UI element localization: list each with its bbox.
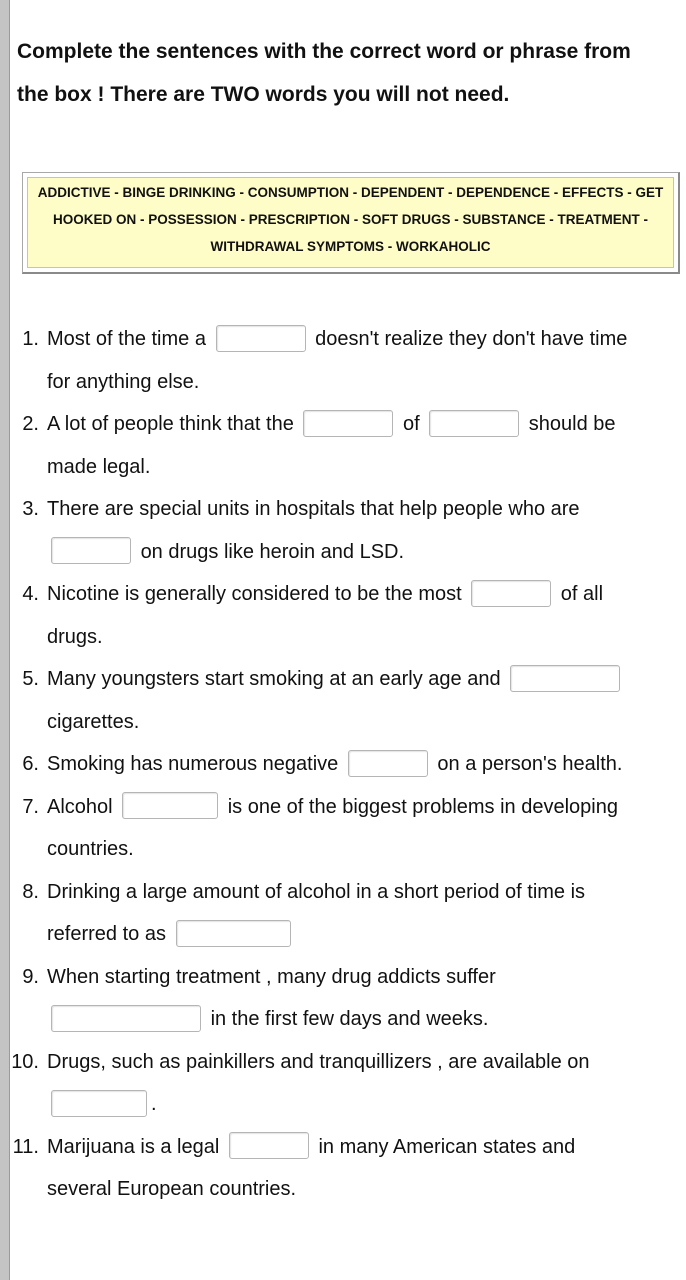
question-number: 9. [22, 965, 39, 988]
question-text: Drugs, such as painkillers and tranquillizers , are available on [47, 1050, 590, 1073]
word-box-line-3: WITHDRAWAL SYMPTOMS - WORKAHOLIC [210, 239, 491, 254]
question-text: on a person's health. [437, 753, 623, 775]
question-text: Many youngsters start smoking at an early age and [47, 668, 501, 690]
instructions-line-2: the box ! There are TWO words you will not need. [17, 83, 510, 106]
question-text: on drugs like heroin and LSD. [140, 540, 405, 563]
word-box-list [27, 177, 674, 268]
instructions-line-1: Complete the sentences with the correct word or phrase from [17, 40, 631, 63]
answer-input-2a[interactable] [303, 410, 393, 437]
answer-input-3[interactable] [51, 537, 131, 564]
answer-input-5[interactable] [510, 665, 620, 692]
question-text: drugs. [47, 625, 103, 648]
question-text: of all [560, 583, 604, 605]
question-number: 8. [22, 880, 39, 903]
word-box [22, 172, 680, 274]
question-3 [9, 488, 669, 573]
question-text: doesn't realize they don't have time [315, 328, 628, 350]
question-text: Drinking a large amount of alcohol in a short period of time is [47, 880, 586, 903]
question-text: referred to as [47, 923, 166, 945]
answer-input-7[interactable] [122, 792, 218, 819]
answer-input-1[interactable] [216, 325, 306, 352]
instructions [17, 30, 677, 116]
question-11 [9, 1126, 669, 1211]
question-text: Marijuana is a legal [47, 1135, 220, 1158]
question-10 [9, 1041, 669, 1126]
question-text: for anything else. [47, 370, 200, 393]
question-number: 10. [11, 1050, 39, 1073]
answer-input-8[interactable] [176, 920, 291, 947]
question-1 [9, 318, 669, 403]
answer-input-2b[interactable] [429, 410, 519, 437]
question-number: 6. [22, 753, 39, 775]
answer-input-10[interactable] [51, 1090, 147, 1117]
question-text: A lot of people think that the [47, 413, 294, 435]
question-text: Smoking has numerous negative [47, 753, 339, 775]
question-text: There are special units in hospitals that help people who are [47, 498, 580, 520]
question-number: 1. [22, 328, 39, 350]
question-text: should be [528, 413, 616, 435]
question-text: When starting treatment , many drug addicts suffer [47, 965, 496, 988]
question-7 [9, 786, 669, 871]
question-text: . [151, 1093, 157, 1115]
question-number: 2. [22, 413, 39, 435]
question-text: made legal. [47, 455, 151, 478]
question-text: several European countries. [47, 1178, 297, 1200]
question-number: 7. [22, 795, 39, 818]
question-6 [9, 743, 669, 786]
question-number: 3. [22, 498, 39, 520]
word-box-line-2: HOOKED ON - POSSESSION - PRESCRIPTION - SOFT DRUGS - SUBSTANCE - TREATMENT - [52, 212, 649, 227]
question-text: countries. [47, 838, 134, 860]
question-5 [9, 658, 669, 743]
question-8 [9, 871, 669, 956]
answer-input-11[interactable] [229, 1132, 309, 1159]
question-list [9, 318, 669, 1211]
question-number: 11. [12, 1135, 39, 1158]
question-text: Nicotine is generally considered to be the most [47, 583, 462, 605]
question-text: Alcohol [47, 795, 113, 818]
question-9 [9, 956, 669, 1041]
word-box-line-1: ADDICTIVE - BINGE DRINKING - CONSUMPTION - DEPENDENT - DEPENDENCE - EFFECTS - GET [37, 185, 664, 200]
answer-input-6[interactable] [348, 750, 428, 777]
question-text: in the first few days and weeks. [210, 1008, 489, 1030]
question-2 [9, 403, 669, 488]
question-text: cigarettes. [47, 710, 140, 733]
question-text: in many American states and [318, 1135, 576, 1158]
question-text: of [402, 413, 420, 435]
question-text: Most of the time a [47, 328, 206, 350]
question-number: 5. [22, 668, 39, 690]
answer-input-4[interactable] [471, 580, 551, 607]
worksheet [9, 0, 686, 1280]
answer-input-9[interactable] [51, 1005, 201, 1032]
question-number: 4. [22, 583, 39, 605]
question-text: is one of the biggest problems in developing [227, 795, 618, 818]
question-4 [9, 573, 669, 658]
